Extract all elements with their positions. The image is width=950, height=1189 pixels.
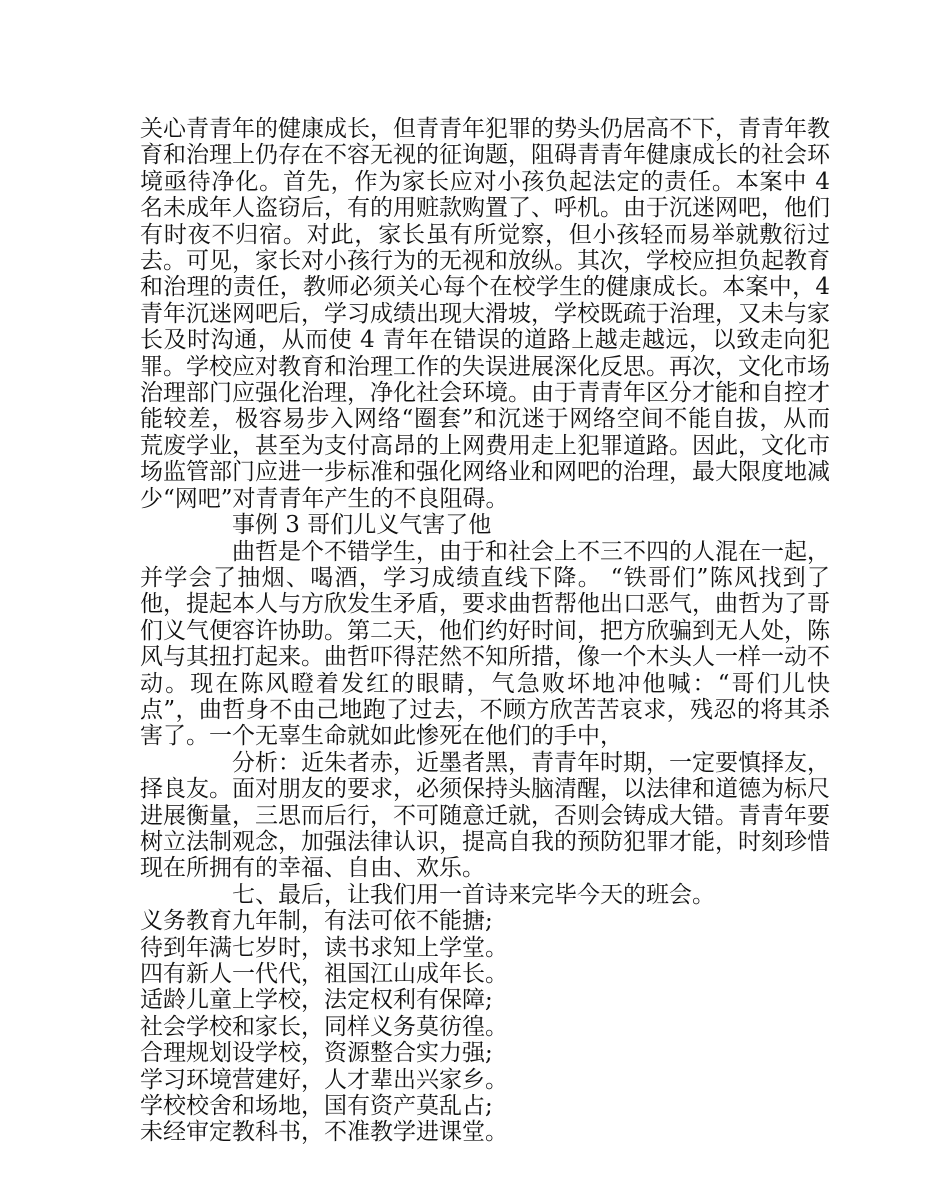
poem-line: 四有新人一代代，祖国江山成年长。 xyxy=(140,961,508,987)
body-paragraph-guardian-responsibility: 关心青青年的健康成长，但青青年犯罪的势头仍居高不下，青青年教育和治理上仍存在不容无视的征询题，阻碍青青年健康成长的社会环境亟待净化。首先，作为家长应对小孩负起法定的责任。本案中 4 名未成年人盗窃后，有的用赃款购置了、呼机。由于沉迷网吧，他们有时夜不归宿。对此，家长虽有所觉察，但小孩轻而易举就敷衍过去。可见，家长对小孩行为的无视和放纵。其次，学校应担负起教育和治理的责任，教师必须关心每个在校学生的健康成长。本案中，4 青年沉迷网吧后，学习成绩出现大滑坡，学校既疏于治理，又未与家长及时沟通，从而使 4 青年在错误的道路上越走越远，以致走向犯罪。学校应对教育和治理工作的失误进展深化反思。再次，文化市场治理部门应强化治理，净化社会环境。由于青青年区分才能和自控才能较差，极容易步入网络“圈套”和沉迷于网络空间不能自拔，从而荒废学业，甚至为支付高昂的上网费用走上犯罪道路。因此，文化市场监管部门应进一步标准和强化网络业和网吧的治理，最大限度地减少“网吧”对青青年产生的不良阻碍。 xyxy=(140,116,830,512)
closing-heading: 七、最后，让我们用一首诗来完毕今天的班会。 xyxy=(232,881,715,908)
poem xyxy=(140,908,830,1146)
poem-line: 学校校舍和场地，国有资产莫乱占; xyxy=(140,1093,493,1120)
poem-line: 未经审定教科书，不准教学进课堂。 xyxy=(140,1119,508,1146)
poem-line: 社会学校和家长，同样义务莫彷徨。 xyxy=(140,1013,508,1040)
poem-line: 义务教育九年制，有法可依不能搪; xyxy=(140,908,493,935)
poem-line: 适龄儿童上学校，法定权利有保障; xyxy=(140,987,493,1014)
document-page xyxy=(140,116,830,1146)
analysis-paragraph: 分析：近朱者赤，近墨者黑，青青年时期，一定要慎择友，择良友。面对朋友的要求，必须保持头脑清醒，以法律和道德为标尺进展衡量，三思而后行，不可随意迁就，否则会铸成大错。青青年要树立法制观念，加强法律认识，提高自我的预防犯罪才能，时刻珍惜现在所拥有的幸福、自由、欢乐。 xyxy=(140,749,830,882)
poem-line: 合理规划设学校，资源整合实力强; xyxy=(140,1040,493,1067)
poem-line: 待到年满七岁时，读书求知上学堂。 xyxy=(140,934,508,961)
case-heading: 事例 3 哥们儿义气害了他 xyxy=(232,512,492,539)
poem-line: 学习环境营建好，人才辈出兴家乡。 xyxy=(140,1066,508,1093)
case-body-paragraph: 曲哲是个不错学生，由于和社会上不三不四的人混在一起，并学会了抽烟、喝酒，学习成绩直线下降。 “铁哥们”陈风找到了他，提起本人与方欣发生矛盾，要求曲哲帮他出口恶气，曲哲为了哥们义气便容许协助。第二天，他们约好时间，把方欣骗到无人处，陈风与其扭打起来。曲哲吓得茫然不知所措，像一个木头人一样一动不动。现在陈风瞪着发红的眼睛，气急败坏地冲他喊：“哥们儿快点”，曲哲身不由己地跑了过去，不顾方欣苦苦哀求，残忍的将其杀害了。一个无辜生命就如此惨死在他们的手中， xyxy=(140,538,830,750)
